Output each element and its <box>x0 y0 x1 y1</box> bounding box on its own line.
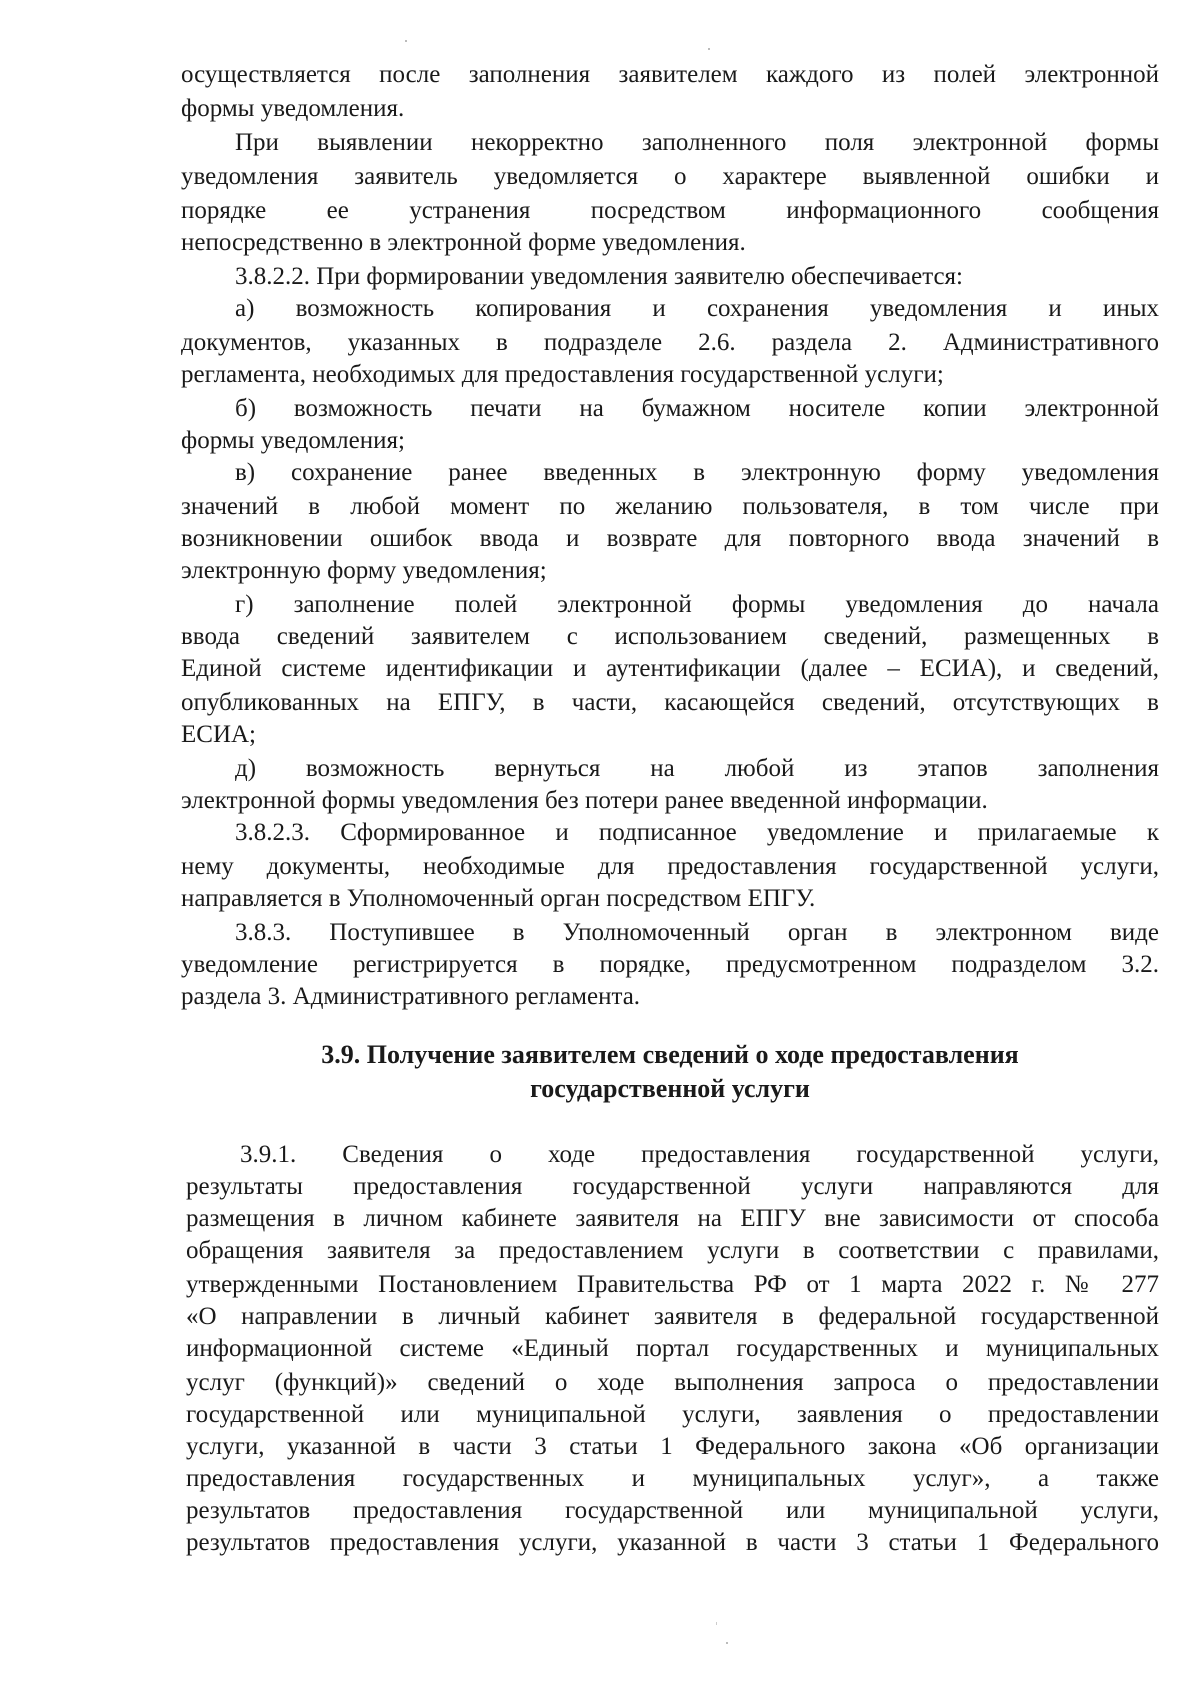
list-item-b: б) возможность печати на бумажном носителе копии электронной <box>235 395 1159 422</box>
text-line: обращения заявителя за предоставлением услуги в соответствии с правилами, <box>186 1237 1159 1264</box>
section-heading: государственной услуги <box>530 1074 810 1103</box>
list-item-g: г) заполнение полей электронной формы уведомления до начала <box>235 591 1159 618</box>
text-line: результаты предоставления государственной услуги направляются для <box>186 1173 1159 1200</box>
text-line: информационной системе «Единый портал государственных и муниципальных <box>186 1335 1159 1362</box>
text-line: Единой системе идентификации и аутентификации (далее – ЕСИА), и сведений, <box>181 655 1159 682</box>
list-item-a: а) возможность копирования и сохранения уведомления и иных <box>235 295 1159 322</box>
text-line: утвержденными Постановлением Правительства РФ от 1 марта 2022 г. № 277 <box>186 1271 1159 1298</box>
text-line: размещения в личном кабинете заявителя на ЕПГУ вне зависимости от способа <box>186 1205 1159 1232</box>
text-line: электронной формы уведомления без потери ранее введенной информации. <box>181 787 988 814</box>
text-line: услуг (функций)» сведений о ходе выполнения запроса о предоставлении <box>186 1369 1159 1396</box>
text-line: уведомления заявитель уведомляется о характере выявленной ошибки и <box>181 163 1159 190</box>
text-line: порядке ее устранения посредством информационного сообщения <box>181 197 1159 224</box>
text-line: уведомление регистрируется в порядке, предусмотренном подразделом 3.2. <box>181 951 1159 978</box>
text-line: предоставления государственных и муниципальных услуг», а также <box>186 1465 1159 1492</box>
text-line: значений в любой момент по желанию пользователя, в том числе при <box>181 493 1159 520</box>
text-line: 3.9.1. Сведения о ходе предоставления государственной услуги, <box>240 1141 1159 1168</box>
text-line: «О направлении в личный кабинет заявителя в федеральной государственной <box>186 1303 1159 1330</box>
text-line: электронную форму уведомления; <box>181 557 547 584</box>
text-line: регламента, необходимых для предоставления государственной услуги; <box>181 361 944 388</box>
text-line: ЕСИА; <box>181 721 256 748</box>
text-line: формы уведомления. <box>181 95 405 122</box>
text-line: 3.8.2.2. При формировании уведомления заявителю обеспечивается: <box>235 263 964 290</box>
list-item-v: в) сохранение ранее введенных в электронную форму уведомления <box>235 459 1159 486</box>
section-heading: 3.9. Получение заявителем сведений о ходе предоставления <box>321 1040 1019 1069</box>
text-line: результатов предоставления государственной или муниципальной услуги, <box>186 1497 1159 1524</box>
text-line: государственной или муниципальной услуги, заявления о предоставлении <box>186 1401 1159 1428</box>
text-line: непосредственно в электронной форме уведомления. <box>181 229 746 256</box>
text-line: опубликованных на ЕПГУ, в части, касающейся сведений, отсутствующих в <box>181 689 1159 716</box>
text-line: нему документы, необходимые для предоставления государственной услуги, <box>181 853 1159 880</box>
text-line: осуществляется после заполнения заявителем каждого из полей электронной <box>181 61 1159 88</box>
text-line: формы уведомления; <box>181 427 405 454</box>
text-line: направляется в Уполномоченный орган посредством ЕПГУ. <box>181 885 816 912</box>
text-line: результатов предоставления услуги, указанной в части 3 статьи 1 Федерального <box>186 1529 1159 1556</box>
text-line: 3.8.3. Поступившее в Уполномоченный орган в электронном виде <box>235 919 1159 946</box>
list-item-d: д) возможность вернуться на любой из этапов заполнения <box>235 755 1159 782</box>
text-line: услуги, указанной в части 3 статьи 1 Федерального закона «Об организации <box>186 1433 1159 1460</box>
text-line: документов, указанных в подразделе 2.6. раздела 2. Административного <box>181 329 1159 356</box>
text-line: 3.8.2.3. Сформированное и подписанное уведомление и прилагаемые к <box>235 819 1159 846</box>
text-line: ввода сведений заявителем с использованием сведений, размещенных в <box>181 623 1159 650</box>
text-line: возникновении ошибок ввода и возврате для повторного ввода значений в <box>181 525 1159 552</box>
text-line: При выявлении некорректно заполненного поля электронной формы <box>235 129 1159 156</box>
text-line: раздела 3. Административного регламента. <box>181 983 641 1010</box>
